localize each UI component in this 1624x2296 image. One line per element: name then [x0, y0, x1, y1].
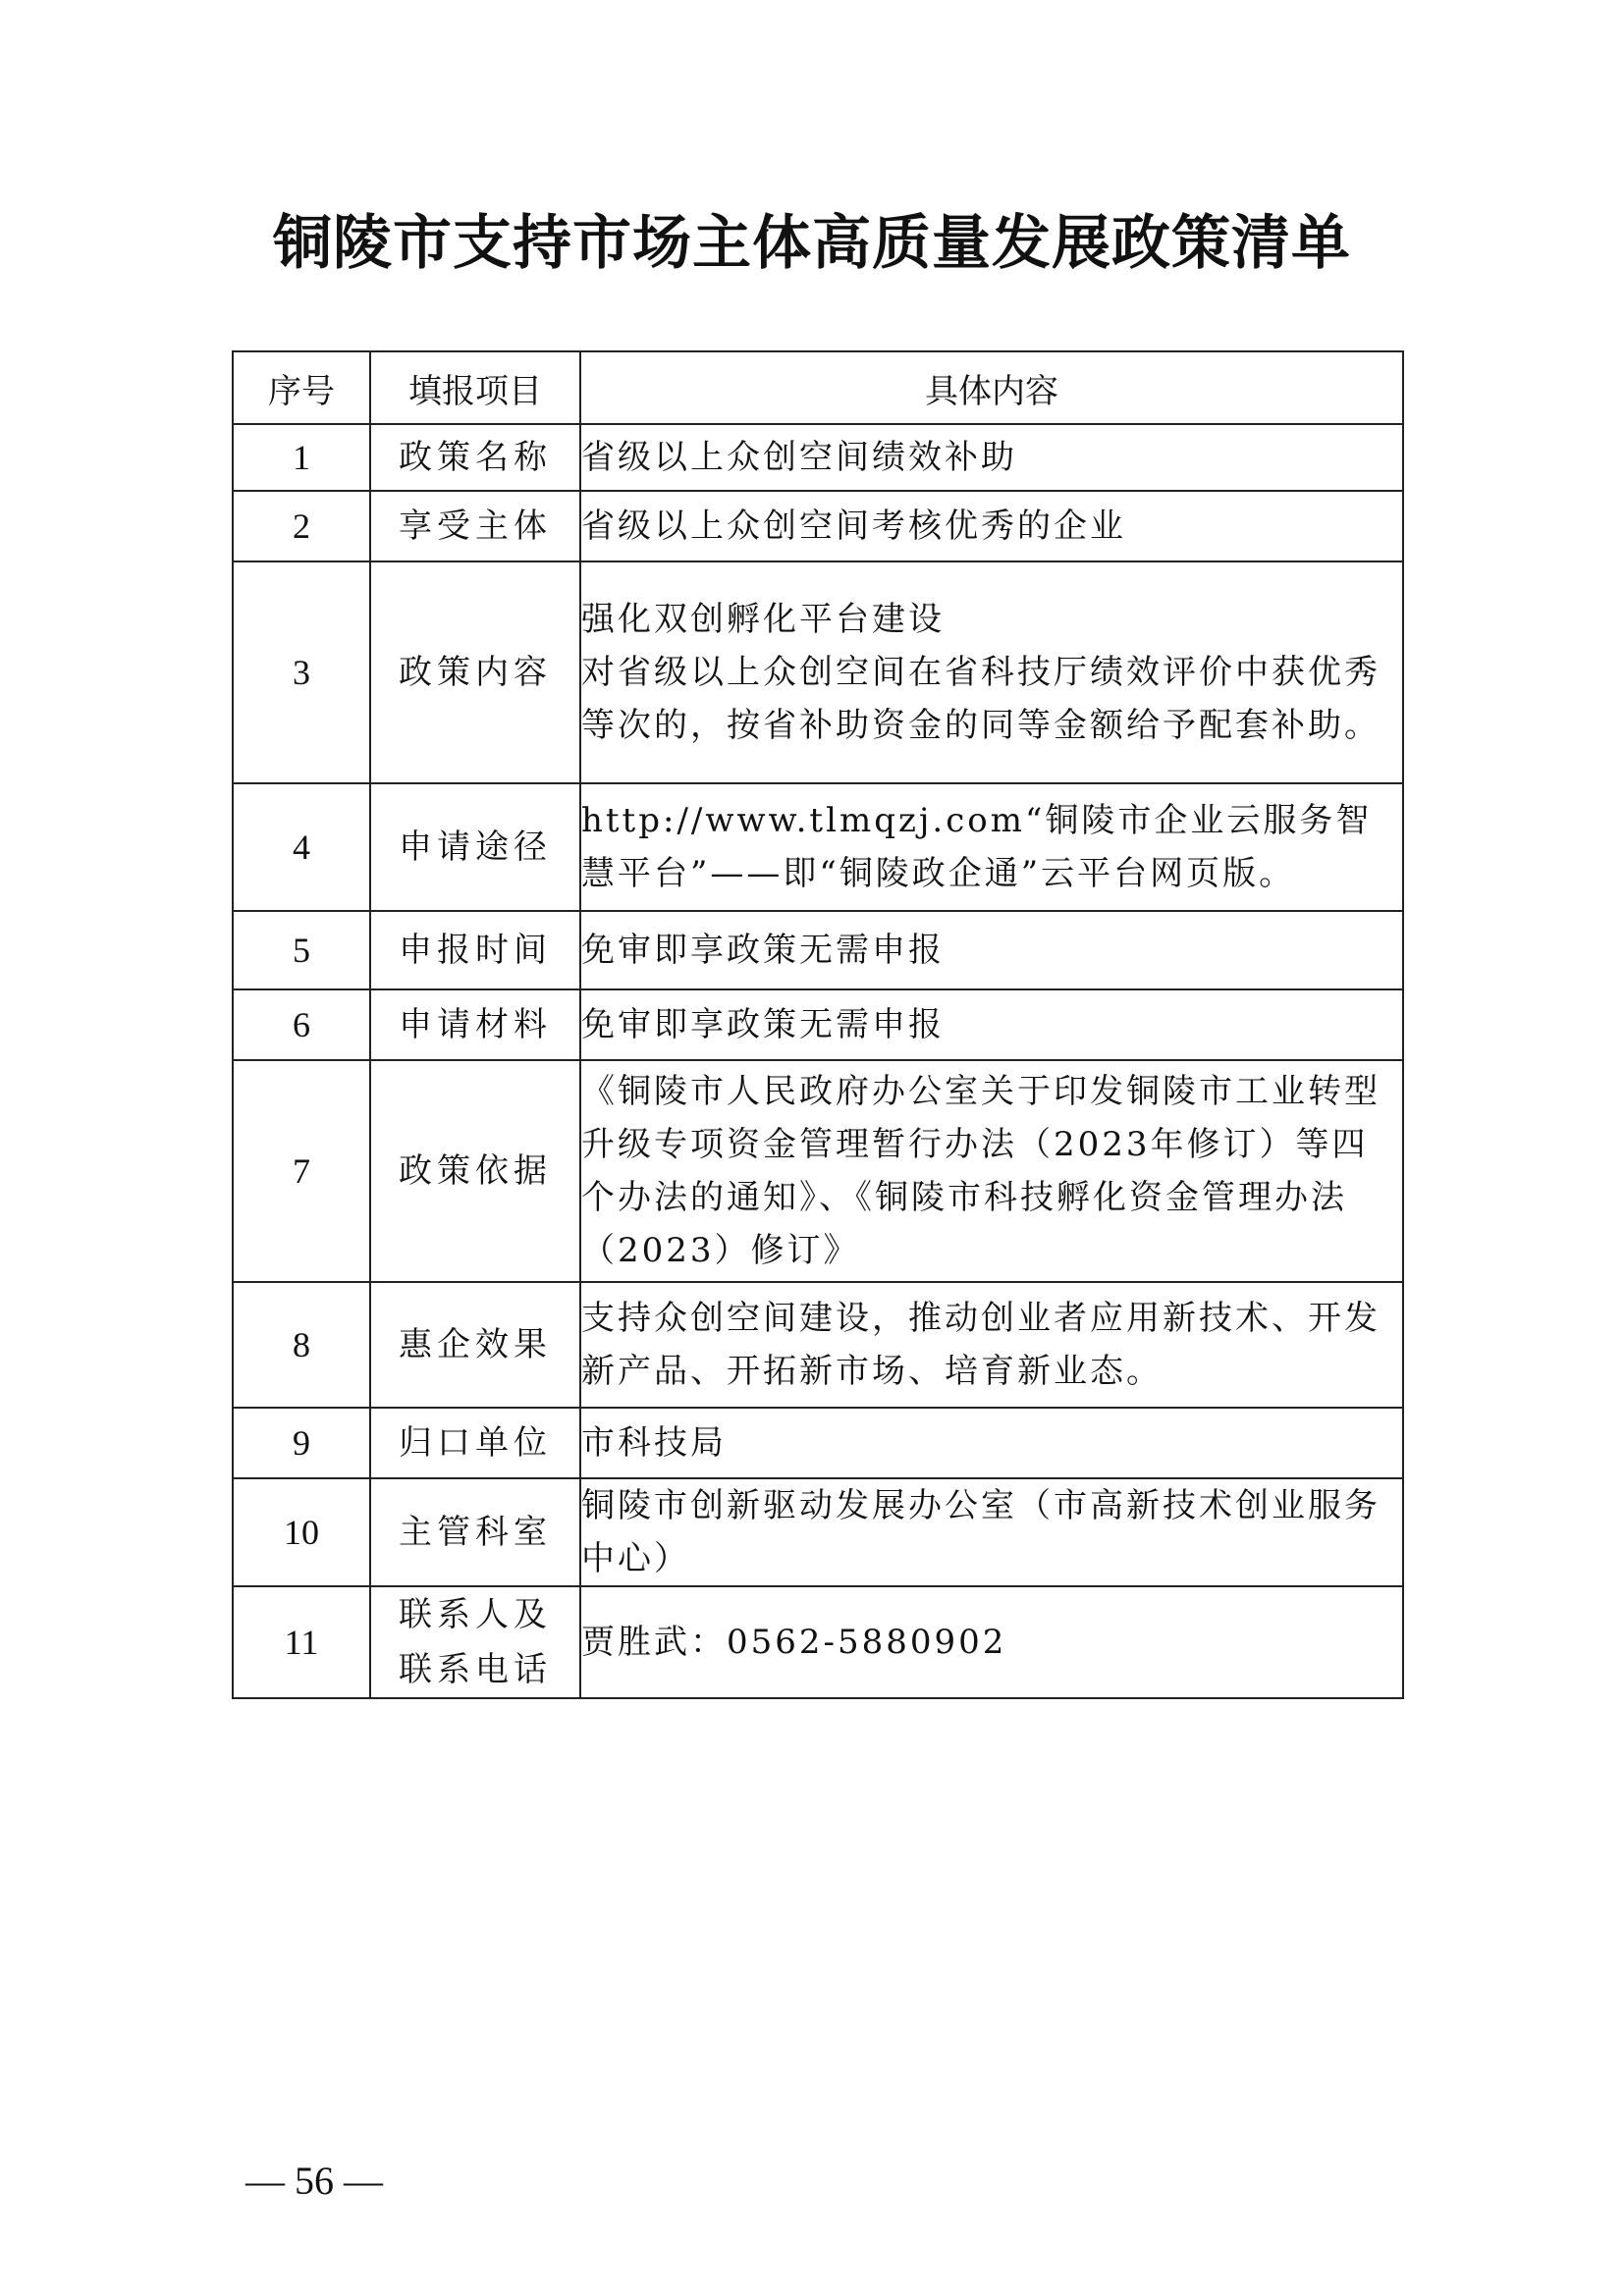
row-number: 1	[233, 424, 370, 491]
row-content	[580, 491, 1403, 561]
table-row	[233, 491, 1403, 561]
content-paragraph: http://www.tlmqzj.com“铜陵市企业云服务智慧平台”——即“铜陵政企通”云平台网页版。	[581, 801, 1373, 893]
table-header-row	[233, 351, 1403, 424]
row-content	[580, 1060, 1403, 1282]
content-paragraph: 铜陵市创新驱动发展办公室（市高新技术创业服务中心）	[581, 1486, 1380, 1578]
row-number: 8	[233, 1282, 370, 1408]
row-content	[580, 1586, 1403, 1698]
row-content	[580, 424, 1403, 491]
content-paragraph: 免审即享政策无需申报	[581, 1005, 945, 1044]
row-number: 5	[233, 911, 370, 989]
content-paragraph: 省级以上众创空间考核优秀的企业	[581, 507, 1126, 546]
row-item-label: 政策依据	[370, 1060, 580, 1282]
table-row	[233, 1282, 1403, 1408]
row-number: 7	[233, 1060, 370, 1282]
row-content	[580, 783, 1403, 911]
row-item-label: 归口单位	[370, 1408, 580, 1478]
content-paragraph: 对省级以上众创空间在省科技厅绩效评价中获优秀等次的，按省补助资金的同等金额给予配套补助。	[581, 653, 1380, 745]
policy-table	[232, 350, 1404, 1699]
row-number: 4	[233, 783, 370, 911]
content-paragraph: 支持众创空间建设，推动创业者应用新技术、开发新产品、开拓新市场、培育新业态。	[581, 1299, 1380, 1391]
row-content	[580, 1408, 1403, 1478]
content-paragraph: 强化双创孵化平台建设	[581, 600, 945, 639]
row-content	[580, 1282, 1403, 1408]
table-row	[233, 989, 1403, 1060]
table-row	[233, 1478, 1403, 1586]
page-number: — 56 —	[245, 2159, 383, 2203]
row-item-label: 政策名称	[370, 424, 580, 491]
row-number: 11	[233, 1586, 370, 1698]
row-item-label: 主管科室	[370, 1478, 580, 1586]
document-title: 铜陵市支持市场主体高质量发展政策清单	[273, 209, 1351, 278]
table-row	[233, 783, 1403, 911]
row-content	[580, 1478, 1403, 1586]
content-paragraph: 市科技局	[581, 1423, 727, 1463]
table-row	[233, 1586, 1403, 1698]
content-paragraph: 贾胜武：0562-5880902	[581, 1623, 1007, 1662]
row-number: 3	[233, 561, 370, 783]
row-content	[580, 911, 1403, 989]
header-index: 序号	[233, 351, 370, 424]
header-item: 填报项目	[370, 351, 580, 424]
row-number: 9	[233, 1408, 370, 1478]
row-item-label: 联系人及联系电话	[370, 1586, 580, 1698]
row-item-label: 申请材料	[370, 989, 580, 1060]
row-item-label: 政策内容	[370, 561, 580, 783]
row-number: 10	[233, 1478, 370, 1586]
table-row	[233, 424, 1403, 491]
row-number: 2	[233, 491, 370, 561]
content-paragraph: 《铜陵市人民政府办公室关于印发铜陵市工业转型升级专项资金管理暂行办法（2023年修订）等四个办法的通知》、《铜陵市科技孵化资金管理办法（2023）修订》	[581, 1072, 1380, 1270]
row-item-label: 申报时间	[370, 911, 580, 989]
table-row	[233, 1060, 1403, 1282]
row-content	[580, 561, 1403, 783]
content-paragraph: 省级以上众创空间绩效补助	[581, 438, 1017, 477]
header-content: 具体内容	[580, 351, 1403, 424]
row-item-label: 享受主体	[370, 491, 580, 561]
row-item-label: 申请途径	[370, 783, 580, 911]
row-content	[580, 989, 1403, 1060]
table-row	[233, 1408, 1403, 1478]
table-row	[233, 911, 1403, 989]
table-row	[233, 561, 1403, 783]
row-item-label: 惠企效果	[370, 1282, 580, 1408]
row-number: 6	[233, 989, 370, 1060]
content-paragraph: 免审即享政策无需申报	[581, 931, 945, 970]
